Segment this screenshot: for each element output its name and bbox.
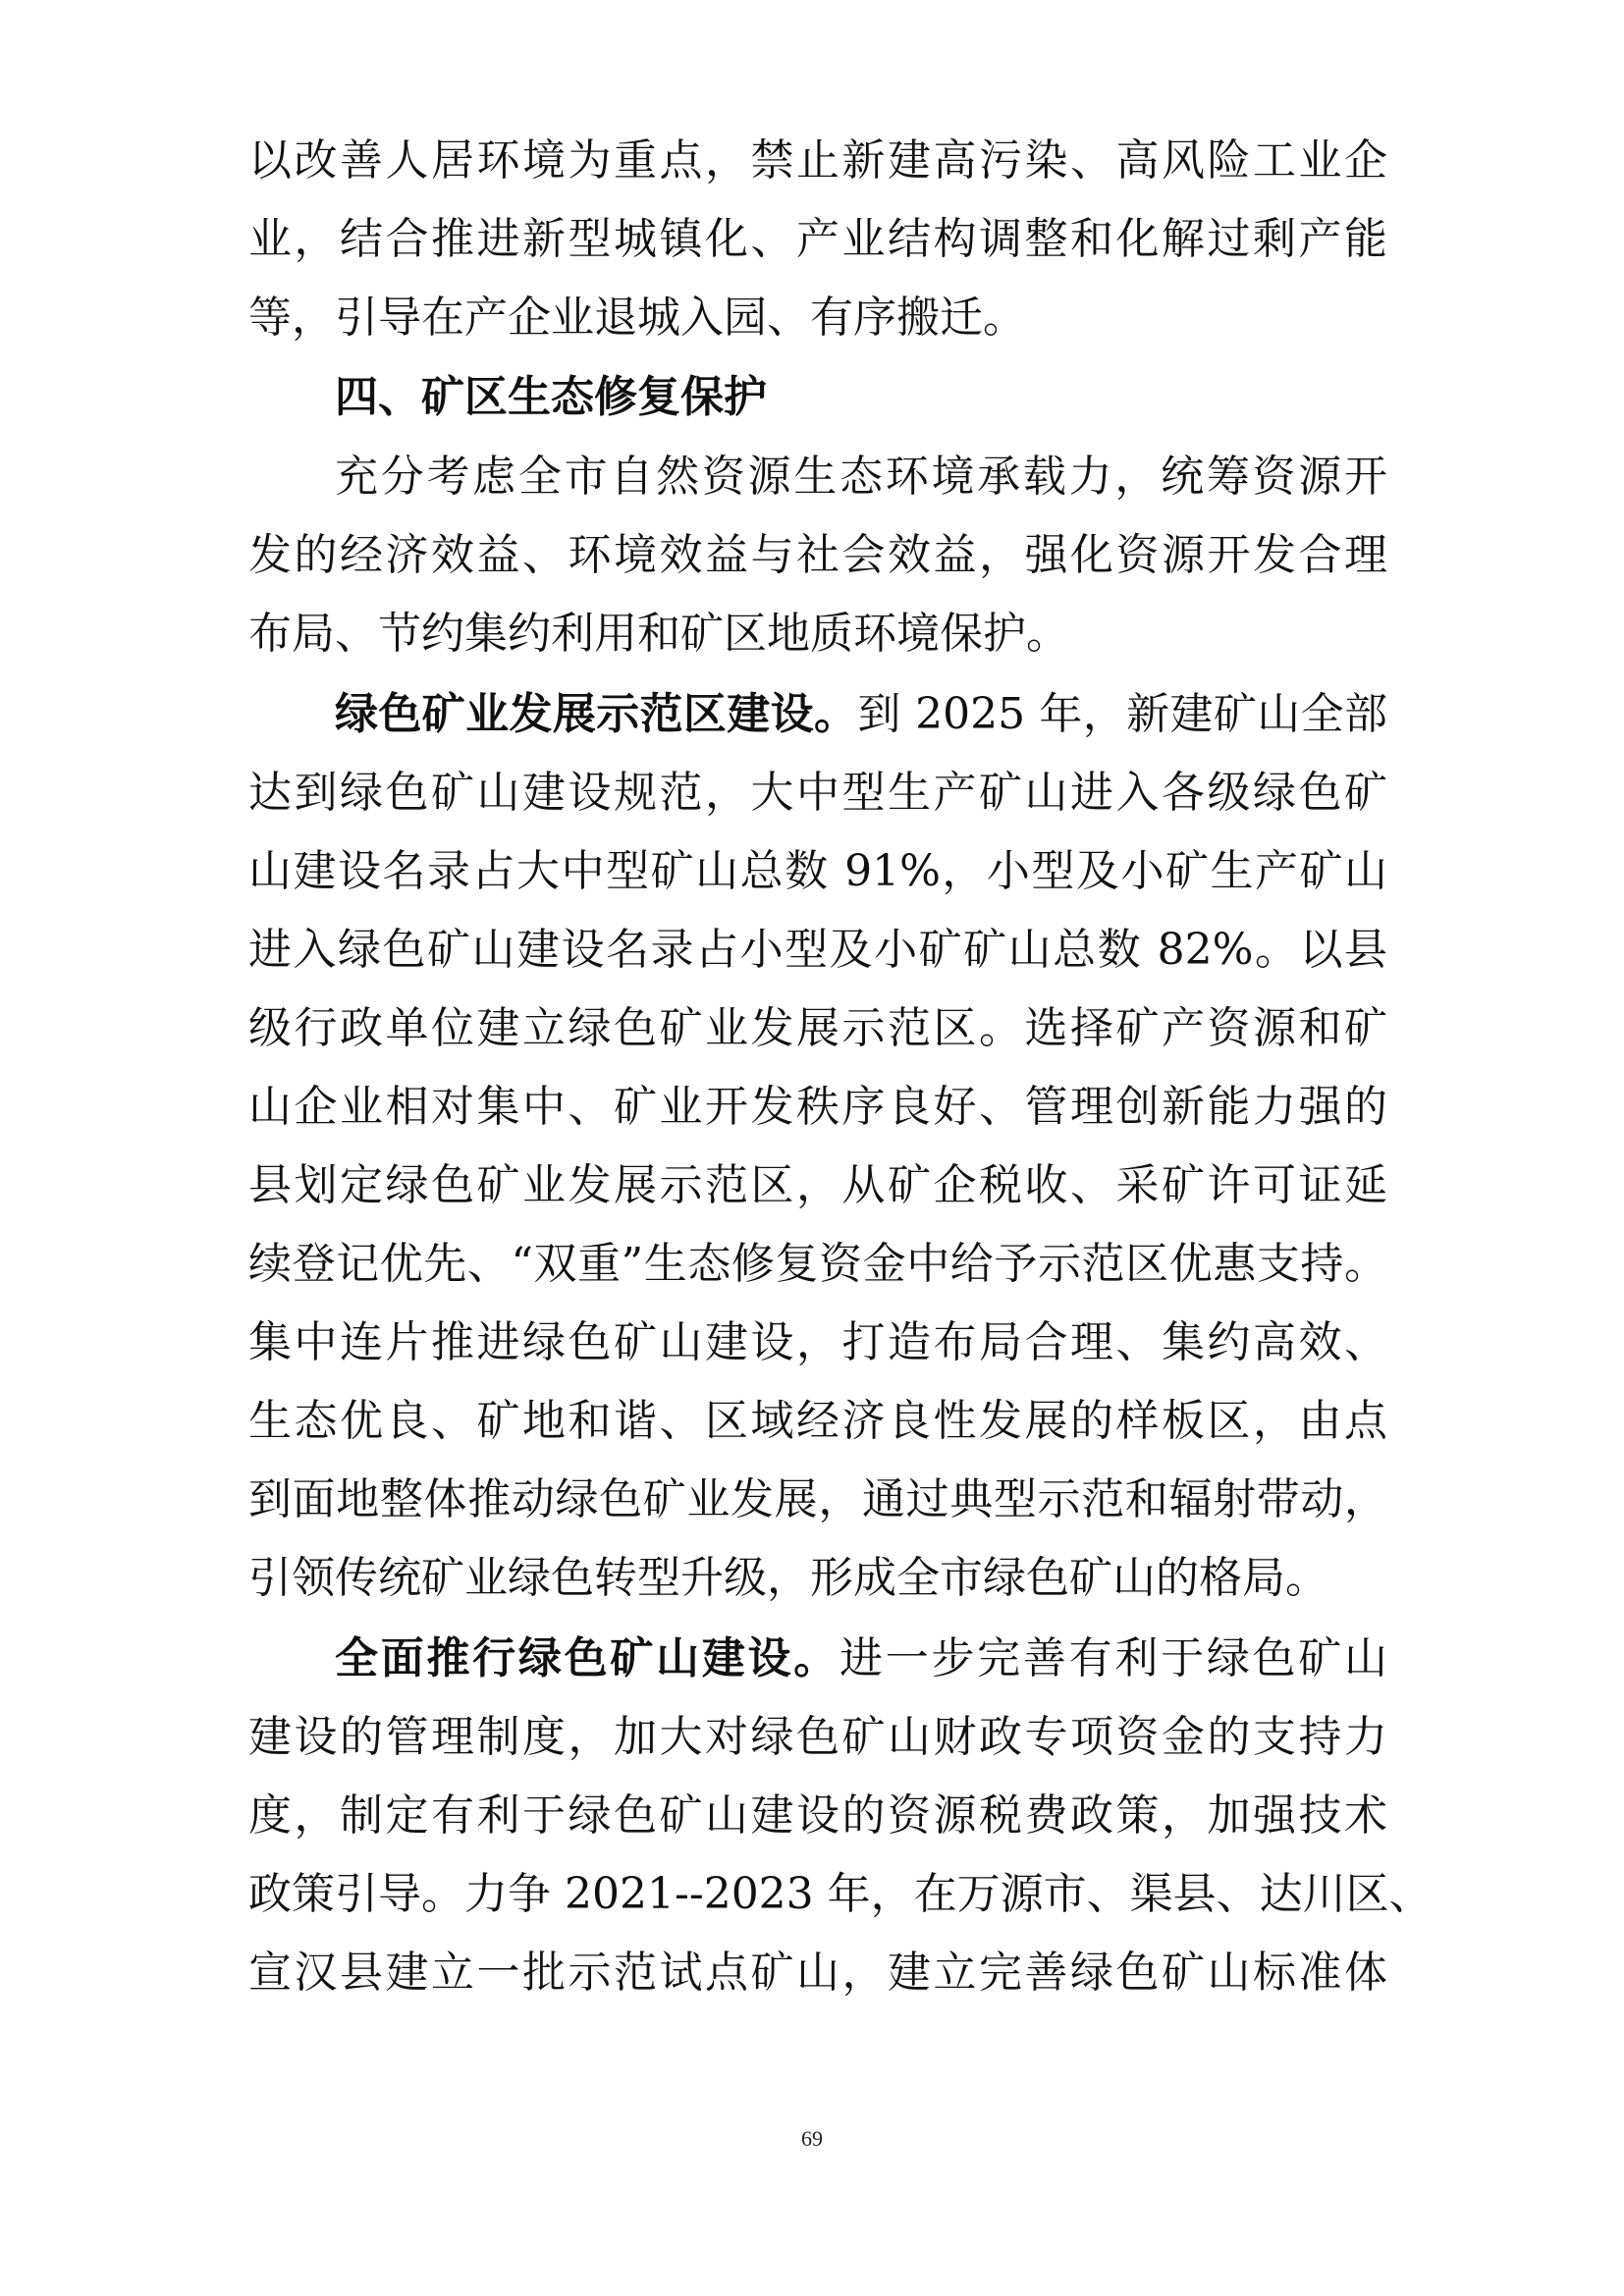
body-line: 宣汉县建立一批示范试点矿山，建立完善绿色矿山标准体 xyxy=(248,1948,1387,1998)
body-line: 政策引导。力争 2021--2023 年，在万源市、渠县、达川区、 xyxy=(248,1869,1433,1919)
body-line: 引领传统矿业绿色转型升级，形成全市绿色矿山的格局。 xyxy=(248,1553,1328,1603)
body-line: 山建设名录占大中型矿山总数 91%，小型及小矿生产矿山 xyxy=(248,846,1387,896)
body-line: 到面地整体推动绿色矿业发展，通过典型示范和辐射带动， xyxy=(248,1474,1387,1524)
paragraph-first-line xyxy=(335,1620,1387,1698)
body-line: 山企业相对集中、矿业开发秩序良好、管理创新能力强的 xyxy=(248,1082,1387,1132)
paragraph-first-line xyxy=(335,675,1387,754)
body-line: 进入绿色矿山建设名录占小型及小矿矿山总数 82%。以县 xyxy=(248,925,1387,975)
body-line: 级行政单位建立绿色矿业发展示范区。选择矿产资源和矿 xyxy=(248,1003,1387,1053)
body-line: 发的经济效益、环境效益与社会效益，强化资源开发合理 xyxy=(248,530,1387,580)
body-line: 建设的管理制度，加大对绿色矿山财政专项资金的支持力 xyxy=(248,1712,1387,1762)
body-line: 等，引导在产企业退城入园、有序搬迁。 xyxy=(248,293,1026,343)
paragraph-text: 进一步完善有利于绿色矿山 xyxy=(839,1633,1387,1683)
paragraph-lead: 全面推行绿色矿山建设。 xyxy=(335,1633,839,1683)
body-line: 县划定绿色矿业发展示范区，从矿企税收、采矿许可证延 xyxy=(248,1160,1387,1210)
body-line: 以改善人居环境为重点，禁止新建高污染、高风险工业企 xyxy=(248,135,1387,186)
body-line: 布局、节约集约利用和矿区地质环境保护。 xyxy=(248,609,1069,659)
paragraph-lead: 绿色矿业发展示范区建设。 xyxy=(335,689,858,739)
body-line: 充分考虑全市自然资源生态环境承载力，统筹资源开 xyxy=(335,452,1387,502)
body-line: 生态优良、矿地和谐、区域经济良性发展的样板区，由点 xyxy=(248,1396,1387,1446)
body-line: 达到绿色矿山建设规范，大中型生产矿山进入各级绿色矿 xyxy=(248,768,1387,818)
body-line: 业，结合推进新型城镇化、产业结构调整和化解过剩产能 xyxy=(248,214,1387,264)
page-number: 69 xyxy=(801,2126,823,2151)
paragraph-text: 到 2025 年，新建矿山全部 xyxy=(857,689,1387,739)
body-line: 集中连片推进绿色矿山建设，打造布局合理、集约高效、 xyxy=(248,1317,1387,1367)
section-heading: 四、矿区生态修复保护 xyxy=(335,372,767,422)
body-line: 度，制定有利于绿色矿山建设的资源税费政策，加强技术 xyxy=(248,1790,1387,1841)
body-line: 续登记优先、“双重”生态修复资金中给予示范区优惠支持。 xyxy=(248,1239,1387,1289)
